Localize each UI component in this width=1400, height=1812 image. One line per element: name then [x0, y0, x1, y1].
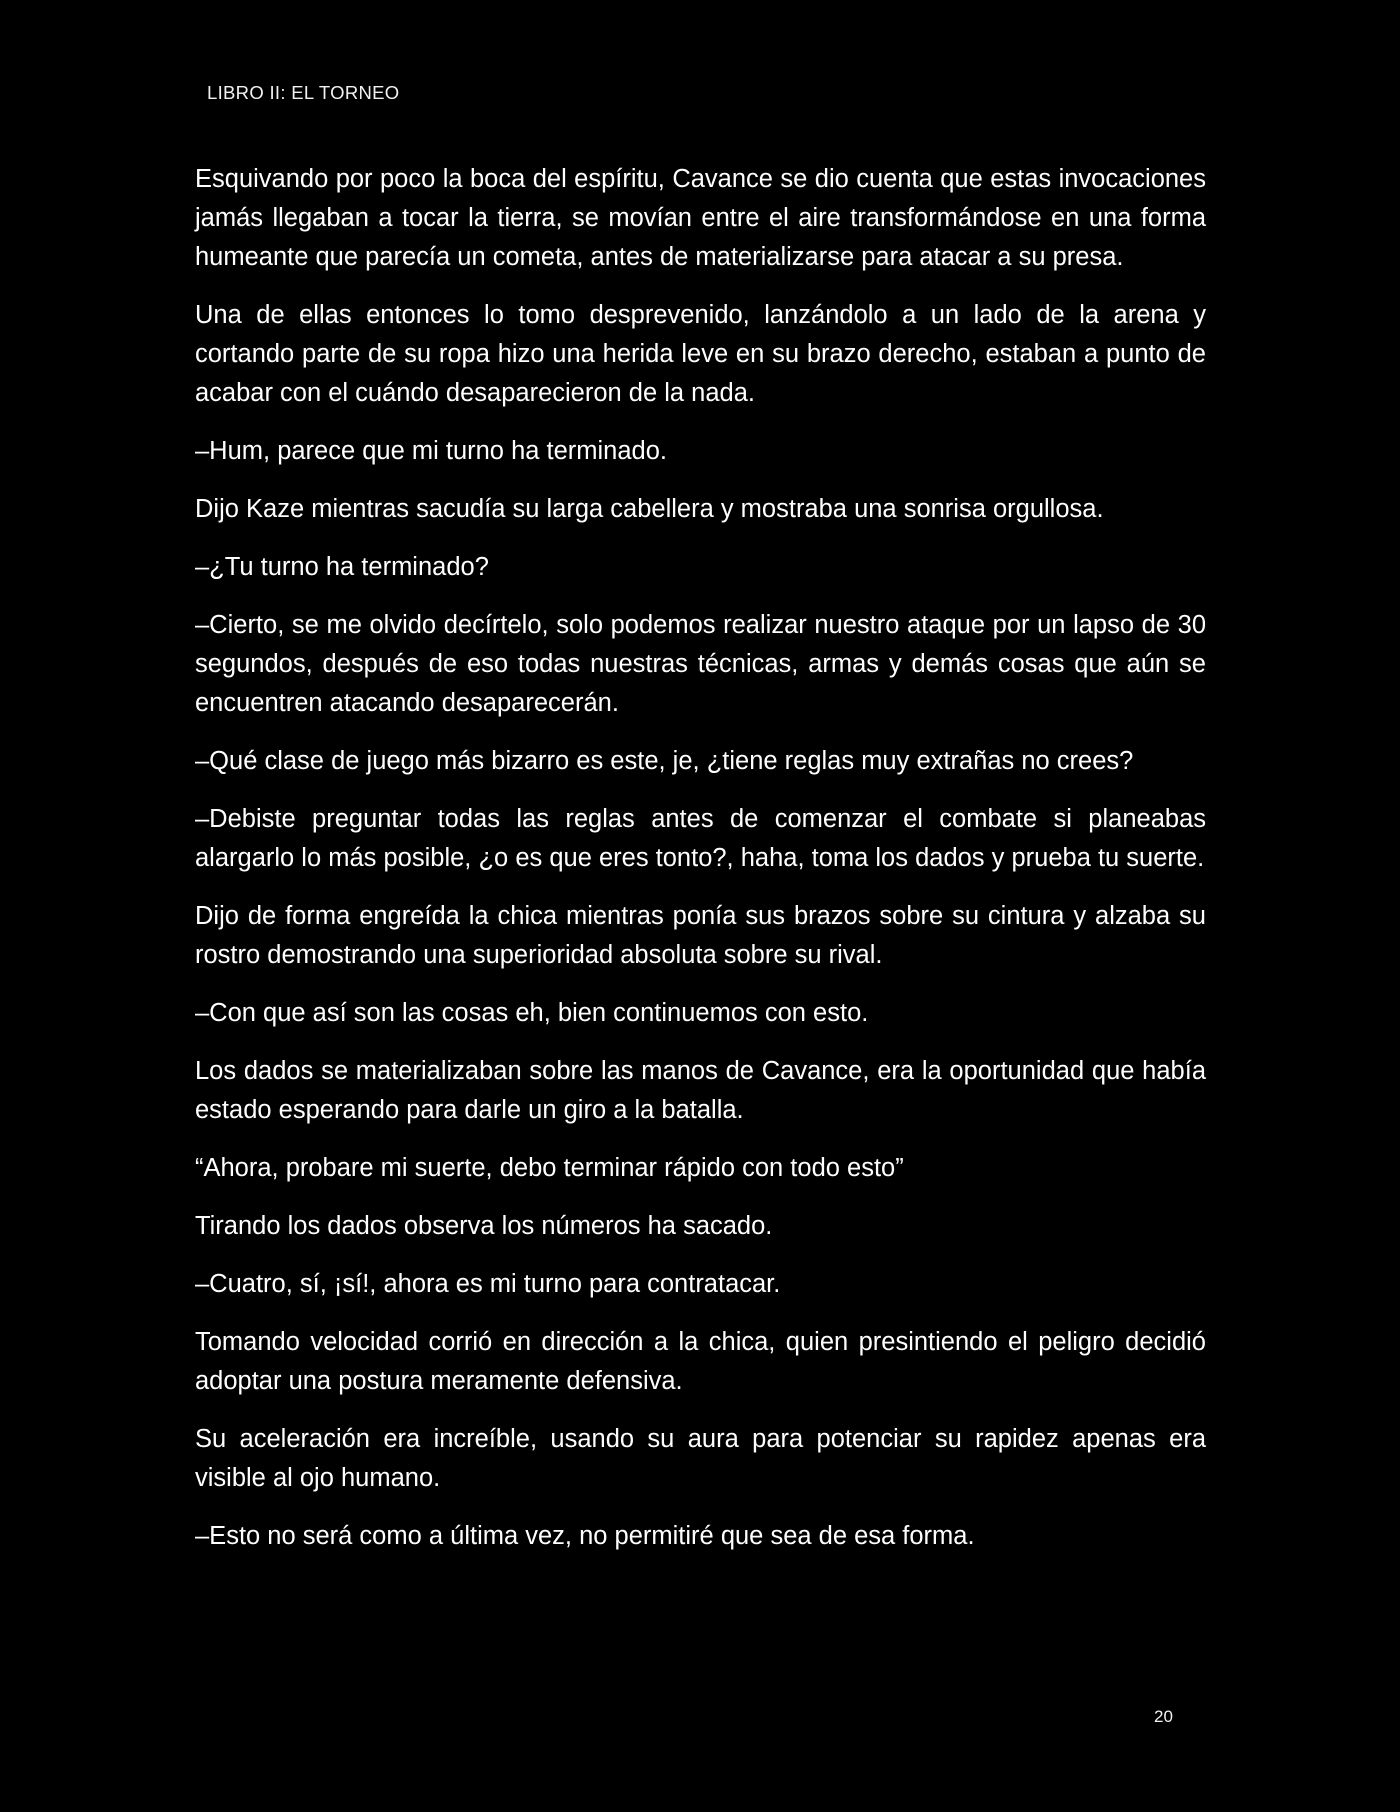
paragraph: Una de ellas entonces lo tomo desprevenido, lanzándolo a un lado de la arena y cortando parte de su ropa hizo una herida leve en su brazo derecho, estaban a punto de acabar con el cuándo desaparecieron de la nada. — [195, 301, 1206, 407]
dialogue-line: –Cierto, se me olvido decírtelo, solo podemos realizar nuestro ataque por un lapso de 30 segundos, después de eso todas nuestras técnicas, armas y demás cosas que aún se encuentren atacando desaparecerán. — [195, 611, 1206, 717]
dialogue-line: –Esto no será como a última vez, no permitiré que sea de esa forma. — [195, 1522, 975, 1550]
running-header: LIBRO II: EL TORNEO — [207, 82, 400, 103]
body-text — [195, 160, 1206, 1575]
dialogue-line: –¿Tu turno ha terminado? — [195, 553, 489, 581]
paragraph: Dijo Kaze mientras sacudía su larga cabellera y mostraba una sonrisa orgullosa. — [195, 495, 1104, 523]
dialogue-line: –Cuatro, sí, ¡sí!, ahora es mi turno para contratacar. — [195, 1270, 781, 1298]
paragraph: Su aceleración era increíble, usando su aura para potenciar su rapidez apenas era visible al ojo humano. — [195, 1425, 1206, 1492]
paragraph: Tirando los dados observa los números ha sacado. — [195, 1212, 773, 1240]
thought-line: “Ahora, probare mi suerte, debo terminar rápido con todo esto” — [195, 1154, 904, 1182]
dialogue-line: –Qué clase de juego más bizarro es este, je, ¿tiene reglas muy extrañas no crees? — [195, 747, 1134, 775]
page-number: 20 — [1154, 1707, 1173, 1726]
dialogue-line: –Hum, parece que mi turno ha terminado. — [195, 437, 667, 465]
paragraph: Tomando velocidad corrió en dirección a la chica, quien presintiendo el peligro decidió adoptar una postura meramente defensiva. — [195, 1328, 1206, 1395]
dialogue-line: –Con que así son las cosas eh, bien continuemos con esto. — [195, 999, 869, 1027]
paragraph: Esquivando por poco la boca del espíritu, Cavance se dio cuenta que estas invocaciones jamás llegaban a tocar la tierra, se movían entre el aire transformándose en una forma humeante que parecía un cometa, antes de materializarse para atacar a su presa. — [195, 165, 1206, 271]
paragraph: Los dados se materializaban sobre las manos de Cavance, era la oportunidad que había estado esperando para darle un giro a la batalla. — [195, 1057, 1206, 1124]
paragraph: Dijo de forma engreída la chica mientras ponía sus brazos sobre su cintura y alzaba su rostro demostrando una superioridad absoluta sobre su rival. — [195, 902, 1206, 969]
dialogue-line: –Debiste preguntar todas las reglas antes de comenzar el combate si planeabas alargarlo lo más posible, ¿o es que eres tonto?, haha, toma los dados y prueba tu suerte. — [195, 805, 1206, 872]
